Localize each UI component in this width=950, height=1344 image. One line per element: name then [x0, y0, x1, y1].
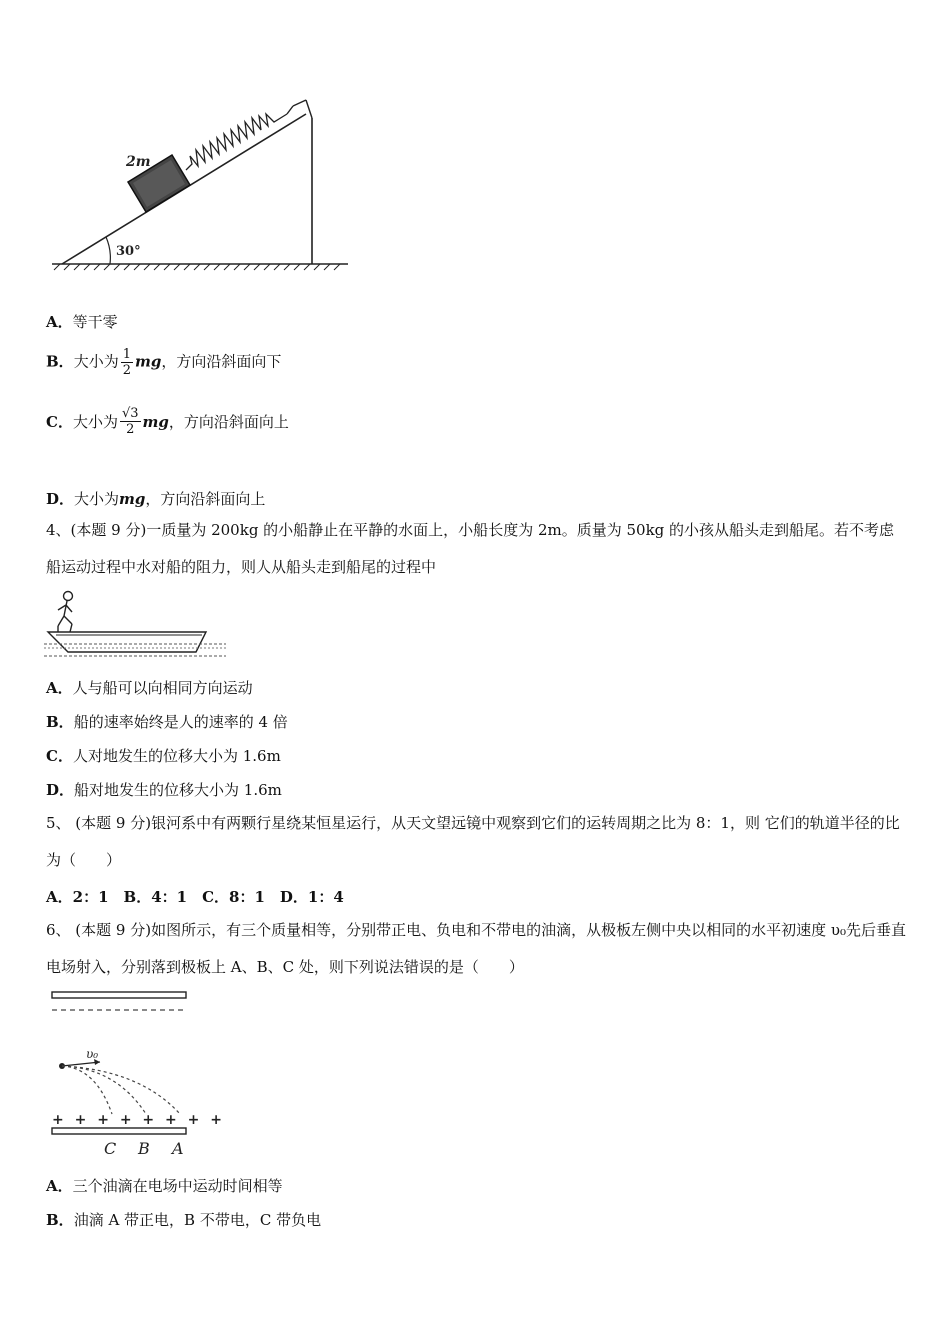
mass-label: 2m: [126, 154, 151, 170]
q3-option-a: A．等干零: [46, 313, 118, 331]
q6-option-b: B．油滴 A 带正电，B 不带电，C 带负电: [46, 1211, 322, 1229]
plus-signs: + + + + + + + +: [52, 1112, 225, 1128]
point-b-label: B: [138, 1139, 150, 1158]
incline-figure: [40, 92, 360, 277]
bottom-plate: [52, 1128, 186, 1134]
fraction: $\frac{1}{2}$: [122, 347, 131, 378]
q3-option-d: D．大小为mg，方向沿斜面向上: [46, 490, 266, 508]
trajectory-b: [62, 1066, 146, 1114]
q4-option-b: B．船的速率始终是人的速率的 4 倍: [46, 713, 288, 731]
ground-hatch: [52, 264, 348, 270]
spring: [186, 114, 287, 170]
capacitor-figure: [44, 986, 225, 1162]
q4-option-c: C．人对地发生的位移大小为 1.6m: [46, 747, 281, 765]
v0-label: υ₀: [86, 1047, 99, 1061]
top-plate: [52, 992, 186, 998]
q4-option-d: D．船对地发生的位移大小为 1.6m: [46, 781, 282, 799]
angle-arc: [106, 237, 110, 264]
point-a-label: A: [172, 1139, 184, 1158]
trajectory-c: [62, 1066, 112, 1114]
point-c-label: C: [104, 1139, 117, 1158]
person-icon: [58, 592, 73, 633]
q6-stem: 6、 (本题 9 分)如图所示，有三个质量相等，分别带正电、负电和不带电的油滴，从极板左侧中央以相同的水平初速度 υ₀先后垂直电场射入，分别落到极板上 A、B、C 处，则下列说法错误的是（ ）: [46, 921, 907, 976]
q4-stem: 4、(本题 9 分)一质量为 200kg 的小船静止在平静的水面上，小船长度为 2m。质量为 50kg 的小孩从船头走到船尾。若不考虑船运动过程中水对船的阻力，则人从船头走到船尾的过程中: [46, 521, 895, 576]
trajectory-a: [62, 1066, 180, 1114]
angle-label: 30°: [116, 244, 141, 259]
boat-figure: [44, 588, 230, 660]
q3-option-b: B．大小为 $\frac{1}{2}$ mg，方向沿斜面向下: [46, 347, 282, 378]
fraction: $\frac{√3}{2}$: [121, 406, 139, 437]
q3-option-c: C．大小为 $\frac{√3}{2}$ mg，方向沿斜面向上: [46, 406, 289, 437]
q6-option-a: A．三个油滴在电场中运动时间相等: [46, 1177, 283, 1195]
q5-options: A．2：1 B．4：1 C．8：1 D．1：4: [46, 888, 344, 906]
q5-stem: 5、 (本题 9 分)银河系中有两颗行星绕某恒星运行，从天文望远镜中观察到它们的运转周期之比为 8：1，则 它们的轨道半径的比为（ ）: [46, 814, 900, 869]
q4-option-a: A．人与船可以向相同方向运动: [46, 679, 253, 697]
